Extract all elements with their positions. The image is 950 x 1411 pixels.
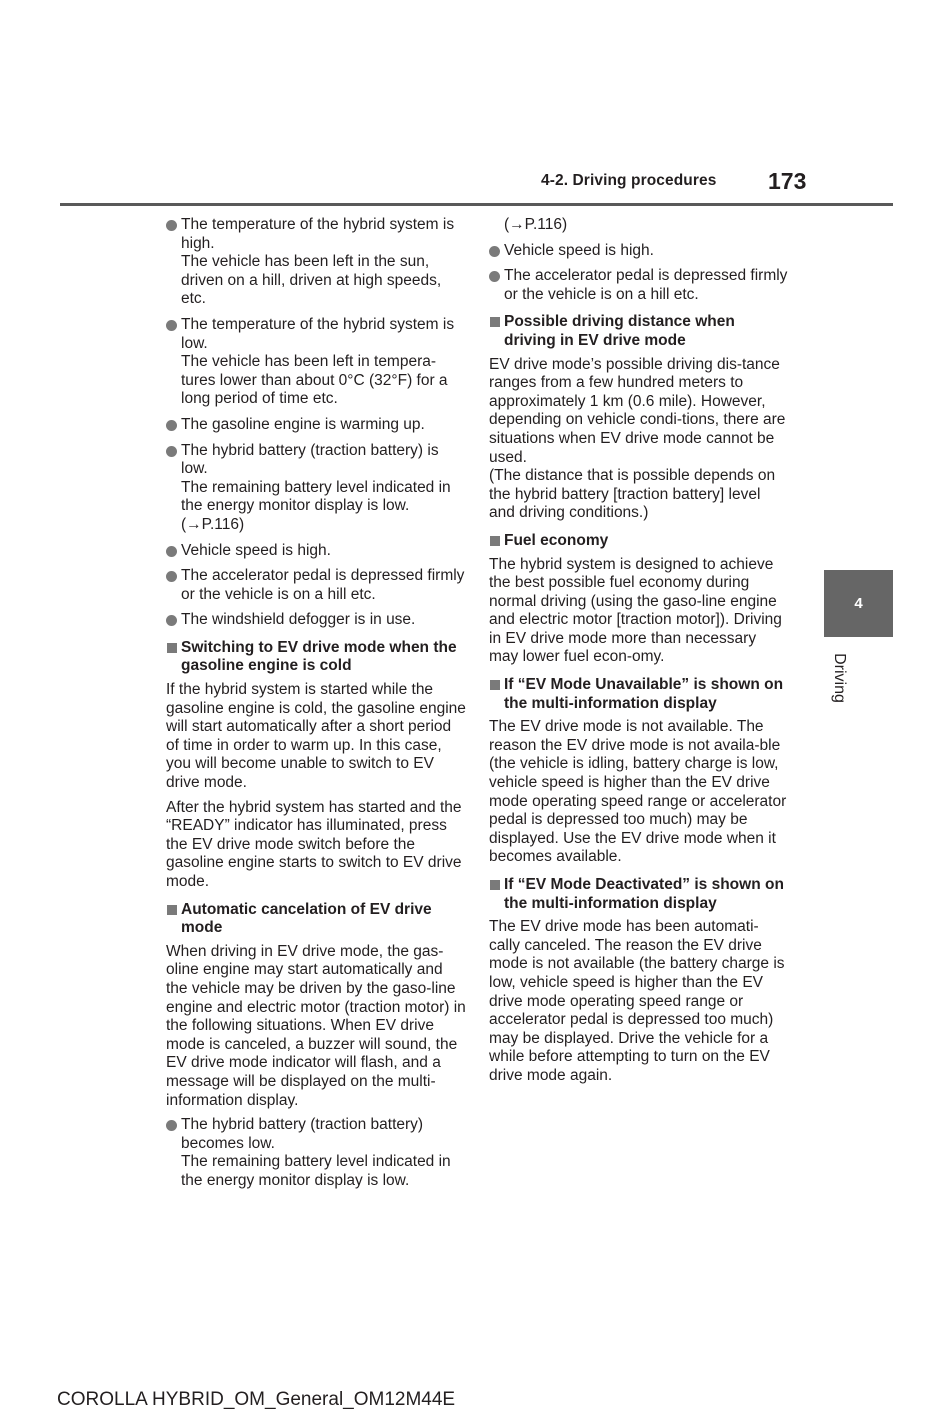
section-heading — [166, 901, 466, 938]
bullet-icon — [166, 1120, 177, 1131]
section-heading — [489, 313, 789, 350]
page-number: 173 — [768, 168, 807, 194]
paragraph: After the hybrid system has started and the “READY” indicator has illuminated, press the EV drive mode switch before the gasoline engine starts to switch to EV drive mode. — [166, 798, 462, 890]
bullet-text: The hybrid battery (traction battery) is low. — [181, 441, 439, 478]
list-item — [166, 316, 466, 409]
bullet-detail: The vehicle has been left in the sun, driven on a hill, driven at high speeds, etc. — [181, 253, 442, 308]
bullet-icon — [166, 320, 177, 331]
heading-text: Automatic cancelation of EV drive mode — [181, 900, 432, 937]
heading-text: Switching to EV drive mode when the gasoline engine is cold — [181, 638, 457, 675]
list-item — [166, 216, 466, 309]
bullet-text: The temperature of the hybrid system is high. — [181, 216, 455, 252]
paragraph: The EV drive mode is not available. The reason the EV drive mode is not availa-ble (the vehicle is idling, battery charge is low, vehicle speed is higher than the EV drive mode operating speed range or accelerator pedal is depressed too much) may be displayed. Use the EV drive mode when it becomes available. — [489, 718, 787, 866]
square-bullet-icon — [490, 536, 500, 546]
left-column — [166, 216, 466, 1198]
square-bullet-icon — [490, 680, 500, 690]
chapter-number: 4 — [854, 595, 863, 612]
list-item — [489, 267, 789, 304]
bullet-icon — [489, 246, 500, 257]
bullet-text: The gasoline engine is warming up. — [181, 415, 425, 433]
heading-text: Possible driving distance when driving in EV drive mode — [504, 313, 735, 349]
square-bullet-icon — [490, 880, 500, 890]
section-heading — [489, 876, 789, 913]
bullet-text: The windshield defogger is in use. — [181, 611, 416, 629]
list-item — [166, 542, 466, 561]
section-heading — [166, 639, 466, 676]
list-item — [489, 242, 789, 261]
chapter-label: Driving — [831, 653, 848, 703]
chapter-tab[interactable] — [824, 570, 893, 637]
right-column — [489, 216, 789, 1092]
bullet-icon — [166, 571, 177, 582]
bullet-icon — [166, 420, 177, 431]
continuation-text: (→P.116) — [504, 216, 568, 233]
bullet-detail: The vehicle has been left in tempera-tures lower than about 0°C (32°F) for a long period of time etc. — [181, 353, 448, 408]
list-item — [166, 567, 466, 604]
list-item — [166, 1116, 466, 1190]
heading-text: If “EV Mode Unavailable” is shown on the multi-information display — [504, 676, 784, 712]
section-heading — [489, 676, 789, 713]
bullet-text: Vehicle speed is high. — [181, 541, 331, 559]
paragraph: If the hybrid system is started while the gasoline engine is cold, the gasoline engine will start automatically after a short period of time in order to warm up. In this case, you will become unable to switch to EV drive mode. — [166, 681, 466, 792]
paragraph: The hybrid system is designed to achieve the best possible fuel economy during normal driving (using the gaso-line engine and electric motor [traction motor]). Driving in EV drive mode more than necessary may lower fuel econ-omy. — [489, 555, 782, 666]
bullet-text: The hybrid battery (traction battery) becomes low. — [181, 1116, 424, 1152]
square-bullet-icon — [167, 905, 177, 915]
bullet-icon — [489, 271, 500, 282]
bullet-text: Vehicle speed is high. — [504, 241, 654, 259]
header-rule — [60, 203, 893, 206]
bullet-icon — [166, 446, 177, 457]
list-item — [166, 611, 466, 630]
bullet-text: The accelerator pedal is depressed firmly or the vehicle is on a hill etc. — [181, 567, 465, 603]
list-item — [166, 442, 466, 535]
section-title: 4-2. Driving procedures — [541, 172, 717, 189]
heading-text: Fuel economy — [504, 531, 609, 549]
bullet-icon — [166, 615, 177, 626]
bullet-icon — [166, 220, 177, 231]
document-footer: COROLLA HYBRID_OM_General_OM12M44E — [57, 1389, 456, 1410]
paragraph: When driving in EV drive mode, the gas-oline engine may start automatically and the vehicle may be driven by the gaso-line engine and electric motor (traction motor) in the following situations. When EV drive mode is canceled, a buzzer will sound, the EV drive mode indicator will flash, and a message will be displayed on the multi-information display. — [166, 942, 466, 1109]
bullet-icon — [166, 546, 177, 557]
square-bullet-icon — [167, 643, 177, 653]
section-heading — [489, 532, 789, 551]
bullet-text: The accelerator pedal is depressed firmly or the vehicle is on a hill etc. — [504, 267, 788, 303]
paragraph: EV drive mode’s possible driving dis-tance ranges from a few hundred meters to approximately 1 km (0.6 mile). However, depending on vehicle condi-tions, there are situations when EV drive mode cannot be used. (The distance that is possible depends on the hybrid battery [traction battery] level and driving conditions.) — [489, 355, 786, 522]
bullet-detail: The remaining battery level indicated in the energy monitor display is low. — [181, 1153, 451, 1189]
bullet-text: The temperature of the hybrid system is low. — [181, 315, 455, 352]
bullet-detail: The remaining battery level indicated in the energy monitor display is low. (→P.116) — [181, 478, 451, 533]
square-bullet-icon — [490, 317, 500, 327]
heading-text: If “EV Mode Deactivated” is shown on the multi-information display — [504, 876, 784, 912]
list-item — [166, 416, 466, 435]
paragraph: The EV drive mode has been automati-cally canceled. The reason the EV drive mode is not available (the battery charge is low, vehicle speed is higher than the EV drive mode operating speed range or accelerator pedal is depressed too much) may be displayed. Drive the vehicle for a while before attempting to turn on the EV drive mode again. — [489, 918, 785, 1084]
